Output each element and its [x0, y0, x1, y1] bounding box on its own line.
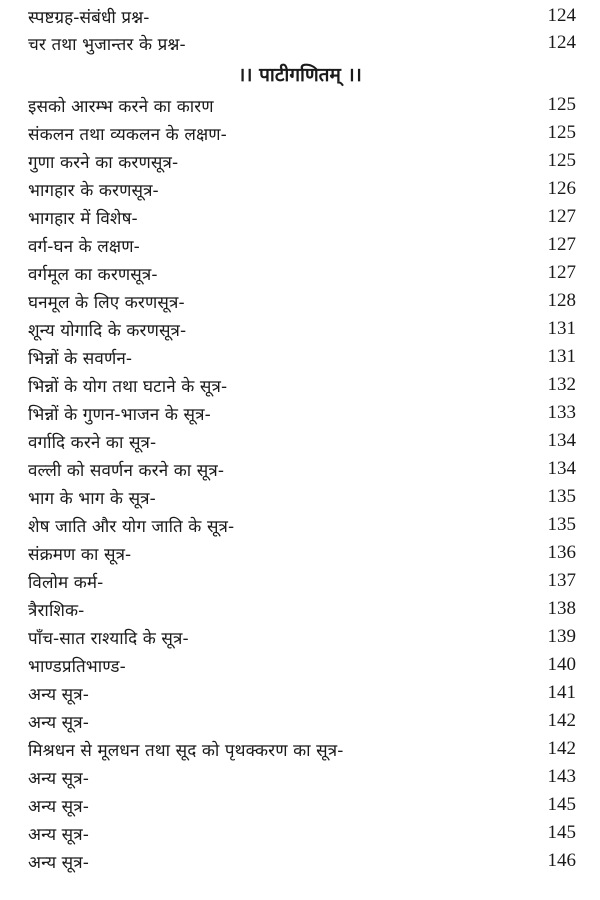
- toc-entry: [28, 399, 576, 427]
- entry-title: अन्य सूत्र-: [28, 824, 89, 845]
- entry-title: अन्य सूत्र-: [28, 852, 89, 873]
- entry-page-number: 127: [547, 262, 576, 283]
- toc-entry: [28, 427, 576, 455]
- entry-page-number: 125: [547, 150, 576, 171]
- toc-entry: [28, 287, 576, 315]
- entry-page-number: 145: [547, 822, 576, 843]
- toc-entry: [28, 29, 576, 57]
- entry-title: वर्गमूल का करणसूत्र-: [28, 264, 158, 285]
- toc-entry: [28, 679, 576, 707]
- toc-entry: [28, 539, 576, 567]
- entry-title: स्पष्टग्रह-संबंधी प्रश्न-: [28, 7, 150, 28]
- entry-title: भाण्डप्रतिभाण्ड-: [28, 656, 126, 677]
- entry-title: वल्ली को सवर्णन करने का सूत्र-: [28, 460, 225, 481]
- toc-entry: [28, 315, 576, 343]
- entry-page-number: 146: [547, 850, 576, 871]
- entry-page-number: 141: [547, 682, 576, 703]
- toc-entry: [28, 483, 576, 511]
- entry-title: वर्ग-घन के लक्षण-: [28, 236, 140, 257]
- entry-page-number: 139: [547, 626, 576, 647]
- entry-page-number: 127: [547, 206, 576, 227]
- toc-entry: [28, 707, 576, 735]
- toc-entry: [28, 259, 576, 287]
- entry-title: शून्य योगादि के करणसूत्र-: [28, 320, 187, 341]
- entry-title: अन्य सूत्र-: [28, 684, 89, 705]
- entry-page-number: 137: [547, 570, 576, 591]
- entry-page-number: 143: [547, 766, 576, 787]
- toc-entry: [28, 651, 576, 679]
- entry-title: गुणा करने का करणसूत्र-: [28, 152, 179, 173]
- entry-page-number: 124: [547, 32, 576, 53]
- toc-entry: [28, 511, 576, 539]
- entry-title: संक्रमण का सूत्र-: [28, 544, 132, 565]
- entry-title: अन्य सूत्र-: [28, 796, 89, 817]
- toc-entry: [28, 231, 576, 259]
- toc-entry: [28, 147, 576, 175]
- entry-title: भागहार में विशेष-: [28, 208, 138, 229]
- toc-entry: [28, 735, 576, 763]
- entry-title: भिन्नों के सवर्णन-: [28, 348, 133, 369]
- entry-page-number: 134: [547, 430, 576, 451]
- toc-entry: [28, 371, 576, 399]
- toc-entry: [28, 791, 576, 819]
- entry-title: भाग के भाग के सूत्र-: [28, 488, 156, 509]
- toc-entry: [28, 91, 576, 119]
- entry-title: विलोम कर्म-: [28, 572, 104, 593]
- toc-entry: [28, 2, 576, 30]
- entry-title: संकलन तथा व्यकलन के लक्षण-: [28, 124, 227, 145]
- entry-title: घनमूल के लिए करणसूत्र-: [28, 292, 185, 313]
- entry-page-number: 126: [547, 178, 576, 199]
- entry-title: वर्गादि करने का सूत्र-: [28, 432, 157, 453]
- entry-title: अन्य सूत्र-: [28, 768, 89, 789]
- entry-page-number: 127: [547, 234, 576, 255]
- entry-page-number: 131: [547, 318, 576, 339]
- toc-entry: [28, 203, 576, 231]
- toc-entry: [28, 763, 576, 791]
- entry-page-number: 125: [547, 122, 576, 143]
- entry-title: मिश्रधन से मूलधन तथा सूद को पृथक्करण का सूत्र-: [28, 740, 344, 761]
- toc-entry: [28, 595, 576, 623]
- toc-entry: [28, 119, 576, 147]
- entry-page-number: 142: [547, 738, 576, 759]
- entry-title: भिन्नों के गुणन-भाजन के सूत्र-: [28, 404, 211, 425]
- entry-title: भिन्नों के योग तथा घटाने के सूत्र-: [28, 376, 228, 397]
- toc-entry: [28, 623, 576, 651]
- entry-page-number: 135: [547, 486, 576, 507]
- section-heading: ।। पाटीगणितम् ।।: [238, 64, 362, 86]
- entry-page-number: 131: [547, 346, 576, 367]
- toc-entry: [28, 455, 576, 483]
- toc-entry: [28, 567, 576, 595]
- entry-page-number: 133: [547, 402, 576, 423]
- entry-page-number: 124: [547, 5, 576, 26]
- entry-page-number: 125: [547, 94, 576, 115]
- toc-entry: [28, 175, 576, 203]
- entry-page-number: 132: [547, 374, 576, 395]
- entry-title: त्रैराशिक-: [28, 600, 85, 621]
- entry-title: चर तथा भुजान्तर के प्रश्न-: [28, 34, 186, 55]
- entry-title: भागहार के करणसूत्र-: [28, 180, 159, 201]
- entry-title: इसको आरम्भ करने का कारण: [28, 96, 214, 117]
- entry-title: अन्य सूत्र-: [28, 712, 89, 733]
- toc-entry: [28, 847, 576, 875]
- entry-page-number: 145: [547, 794, 576, 815]
- toc-entry: [28, 819, 576, 847]
- entry-title: शेष जाति और योग जाति के सूत्र-: [28, 516, 235, 537]
- entry-page-number: 140: [547, 654, 576, 675]
- entry-page-number: 128: [547, 290, 576, 311]
- entry-page-number: 136: [547, 542, 576, 563]
- entry-page-number: 142: [547, 710, 576, 731]
- entry-page-number: 138: [547, 598, 576, 619]
- entry-title: पाँच-सात राश्यादि के सूत्र-: [28, 628, 189, 649]
- toc-entry: [28, 343, 576, 371]
- entry-page-number: 134: [547, 458, 576, 479]
- entry-page-number: 135: [547, 514, 576, 535]
